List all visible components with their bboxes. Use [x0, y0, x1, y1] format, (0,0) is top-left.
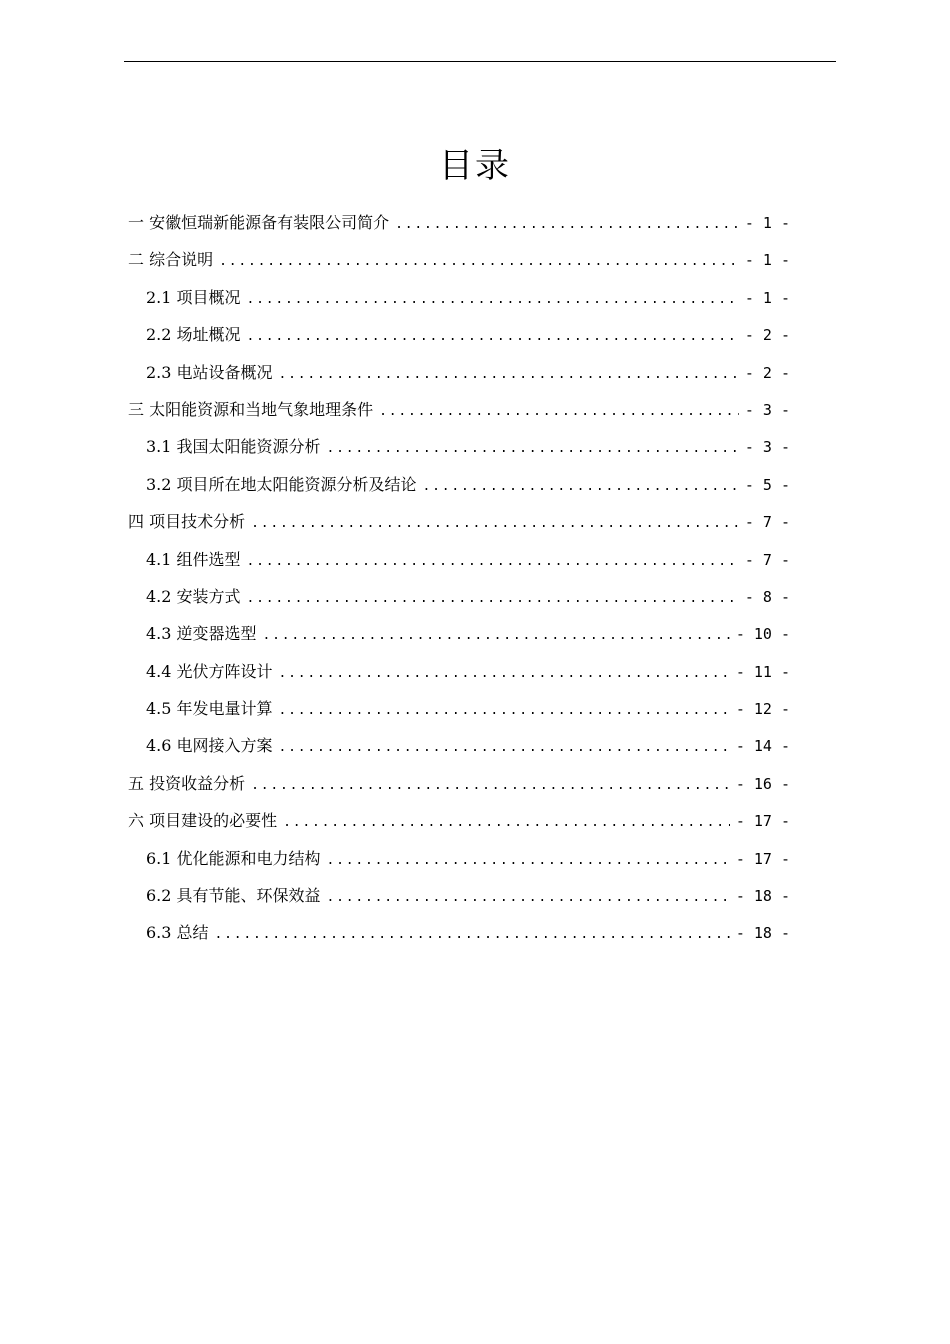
toc-entry-page: - 5 - [744, 475, 790, 494]
toc-entry-label: 4.2 安装方式 [146, 586, 241, 606]
toc-entry[interactable] [128, 391, 790, 428]
toc-entry[interactable] [128, 354, 790, 391]
toc-entry[interactable] [128, 316, 790, 353]
toc-entry-label: 4.4 光伏方阵设计 [146, 661, 273, 681]
toc-dot-leader [327, 842, 730, 877]
toc-entry[interactable] [128, 541, 790, 578]
toc-entry-label: 3.1 我国太阳能资源分析 [146, 437, 321, 457]
toc-entry-label: 四 项目技术分析 [128, 512, 246, 532]
toc-dot-leader [251, 767, 730, 802]
toc-entry[interactable] [128, 578, 790, 615]
toc-entry-page: - 1 - [744, 288, 790, 307]
toc-entry-page: - 2 - [744, 363, 790, 382]
toc-entry[interactable] [128, 615, 790, 652]
toc-entry-label: 二 综合说明 [128, 250, 214, 270]
toc-dot-leader [283, 804, 730, 839]
toc-entry[interactable] [128, 204, 790, 241]
toc-entry-label: 4.1 组件选型 [146, 549, 241, 569]
toc-entry-label: 4.6 电网接入方案 [146, 736, 273, 756]
toc-entry[interactable] [128, 241, 790, 278]
toc-entry[interactable] [128, 503, 790, 540]
toc-dot-leader [379, 393, 739, 428]
toc-entry-page: - 18 - [735, 887, 790, 906]
toc-dot-leader [423, 468, 739, 503]
toc-entry-label: 6.2 具有节能、环保效益 [146, 886, 321, 906]
toc-entry-page: - 8 - [744, 587, 790, 606]
toc-dot-leader [279, 729, 730, 764]
toc-entry-page: - 12 - [735, 700, 790, 719]
toc-dot-leader [279, 692, 730, 727]
toc-entry-page: - 17 - [735, 812, 790, 831]
toc-entry[interactable] [128, 877, 790, 914]
toc-dot-leader [327, 430, 739, 465]
toc-entry-page: - 7 - [744, 550, 790, 569]
toc-entry-page: - 3 - [744, 438, 790, 457]
toc-entry[interactable] [128, 765, 790, 802]
toc-entry-page: - 7 - [744, 513, 790, 532]
toc-entry[interactable] [128, 466, 790, 503]
toc-entry-label: 2.1 项目概况 [146, 287, 241, 307]
toc-dot-leader [279, 655, 730, 690]
toc-dot-leader [251, 505, 739, 540]
toc-dot-leader [247, 580, 739, 615]
toc-entry-page: - 18 - [735, 924, 790, 943]
toc-entry[interactable] [128, 914, 790, 951]
toc-entry-label: 4.5 年发电量计算 [146, 699, 273, 719]
toc-entry-page: - 2 - [744, 326, 790, 345]
toc-entry-label: 三 太阳能资源和当地气象地理条件 [128, 399, 374, 419]
toc-dot-leader [219, 243, 739, 278]
toc-entry-page: - 17 - [735, 849, 790, 868]
toc-entry[interactable] [128, 279, 790, 316]
table-of-contents [128, 204, 790, 952]
toc-entry-label: 2.3 电站设备概况 [146, 362, 273, 382]
toc-entry-label: 2.2 场址概况 [146, 325, 241, 345]
toc-entry[interactable] [128, 727, 790, 764]
toc-entry-page: - 3 - [744, 400, 790, 419]
toc-entry-page: - 1 - [744, 214, 790, 232]
page-title: 目录 [439, 146, 511, 186]
toc-entry-label: 五 投资收益分析 [128, 773, 246, 793]
toc-entry-label: 6.1 优化能源和电力结构 [146, 848, 321, 868]
toc-entry-page: - 14 - [735, 737, 790, 756]
toc-dot-leader [247, 318, 739, 353]
toc-entry[interactable] [128, 802, 790, 839]
toc-entry-label: 3.2 项目所在地太阳能资源分析及结论 [146, 474, 417, 494]
toc-entry[interactable] [128, 840, 790, 877]
toc-entry-page: - 11 - [735, 662, 790, 681]
toc-dot-leader [247, 543, 739, 578]
toc-entry[interactable] [128, 653, 790, 690]
toc-dot-leader [395, 206, 739, 241]
toc-entry-label: 6.3 总结 [146, 923, 209, 943]
toc-entry-page: - 16 - [735, 774, 790, 793]
toc-entry-label: 六 项目建设的必要性 [128, 811, 278, 831]
toc-dot-leader [279, 356, 739, 391]
toc-entry-page: - 1 - [744, 251, 790, 270]
toc-entry-page: - 10 - [735, 625, 790, 644]
toc-entry[interactable] [128, 690, 790, 727]
toc-dot-leader [247, 281, 739, 316]
toc-entry[interactable] [128, 428, 790, 465]
toc-entry-label: 4.3 逆变器选型 [146, 624, 257, 644]
toc-dot-leader [263, 617, 730, 652]
toc-entry-label: 一 安徽恒瑞新能源备有装限公司简介 [128, 213, 390, 232]
header-rule [124, 61, 836, 62]
toc-dot-leader [327, 879, 730, 914]
toc-dot-leader [215, 916, 730, 951]
